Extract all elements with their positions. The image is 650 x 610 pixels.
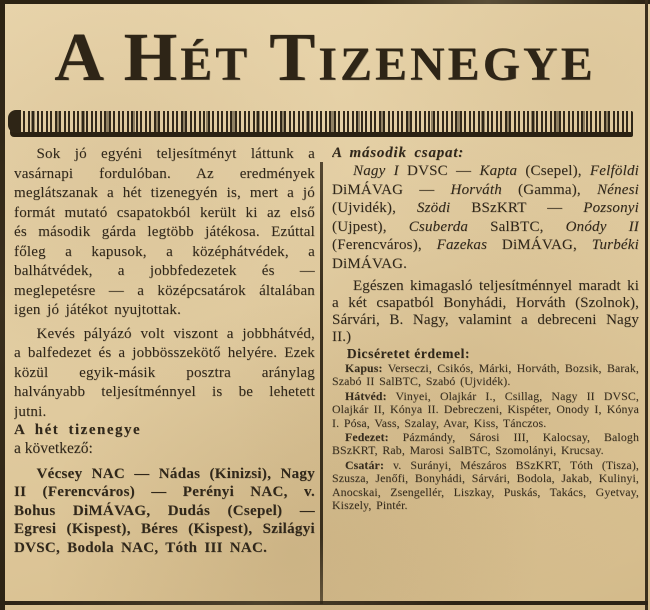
right-border-rule [645,0,648,610]
players-text: v. Surányi, Mészáros BSzKRT, Tóth (Tisza), Szusza, Jenőfi, Bonyhádi, Sárvári, Bodola, Jakab, Kulinyi, Anocskai, Zsengellér, Liszkay, Puskás, Takács, Gyetvay, Kiszely, Pintér. [332,457,639,513]
week-eleven-heading: A hét tizenegye [14,422,142,438]
position-label: Hátvéd: [344,388,387,403]
players-text: Vinyei, Olajkár I., Csillag, Nagy II DVSC, Olajkár II, Kónya II. Debreczeni, Kispéter, Onody I, Kónya I. Pósa, Vass, Szalay, Avar, Kiss, Tánczos. [332,388,639,430]
praise-forwards [332,459,639,513]
lead-paragraph: Sok jó egyéni teljesítményt láttunk a vasárnapi fordulóban. Az eredmények meglátszanak a hét tizenegyén is, mert a jó formát mutató csapatokból került ki az első és második gárda legtöbb játékosa. Ezúttal főleg a kapusok, a középhátvédek, a balhátvédek, a jobbfedezetek és — meglepetésre — a középcsatárok általában igen jó játékot nyujtottak. [14,146,315,318]
first-team-list: Vécsey NAC — Nádas (Kinizsi), Nagy II (Ferencváros) — Perényi NAC, v. Bohus DiMÁVAG, Dudás (Csepel) — Egresi (Kispest), Béres (Kispest), Szilágyi DVSC, Bodola NAC, Tóth III NAC. [14,465,315,556]
position-label: Kapus: [344,361,383,375]
praise-heading: Dicséretet érdemel: [346,346,471,361]
praise-defenders [332,390,639,430]
intro-line: a következő: [14,440,93,457]
second-paragraph: Kevés pályázó volt viszont a jobbhátvéd, a balfedezet és a jobbösszekötő helyére. Ezek közül egyik-másik posztra aránylag halványabb teljesítménnyel is be lehetett jutni. [14,325,315,420]
left-border-rule [0,2,5,610]
page-title: A Hét Tizenegye [54,19,596,95]
praise-goalkeepers [332,362,639,389]
column-divider-rule [320,162,323,604]
second-team-list: Nagy I DVSC — Kapta (Csepel), Felföldi DiMÁVAG — Horváth (Gamma), Nénesi (Ujvidék), Szödi BSzKRT — Pozsonyi (Ujpest), Csuberda SalBTC, Onódy II (Ferencváros), Fazekas DiMÁVAG, Turbéki DiMÁVAG. [332,163,639,272]
bottom-rule [4,601,648,605]
position-label: Fedezet: [344,430,389,445]
players-text: Verseczi, Csikós, Márki, Horváth, Bozsik, Barak, Szabó II SalBTC, Szabó (Ujvidék). [332,361,639,389]
second-team-heading: A második csapat: [332,145,465,161]
left-column [14,145,315,603]
outstanding-paragraph: Egészen kimagasló teljesítménnyel maradt ki a két csapatból Bonyhádi, Horváth (Szolnok), Sárvári, B. Nagy, valamint a debreceni Nagy II.) [332,278,639,345]
praise-halfbacks [332,431,639,458]
players-text: Pázmándy, Sárosi III, Kalocsay, Balogh BSzKRT, Rab, Marosi SalBTC, Szomolányi, Krucsay. [332,430,639,458]
right-column [332,145,639,607]
top-rule [0,0,650,4]
ornament-bar [10,111,633,137]
position-label: Csatár: [344,457,385,472]
